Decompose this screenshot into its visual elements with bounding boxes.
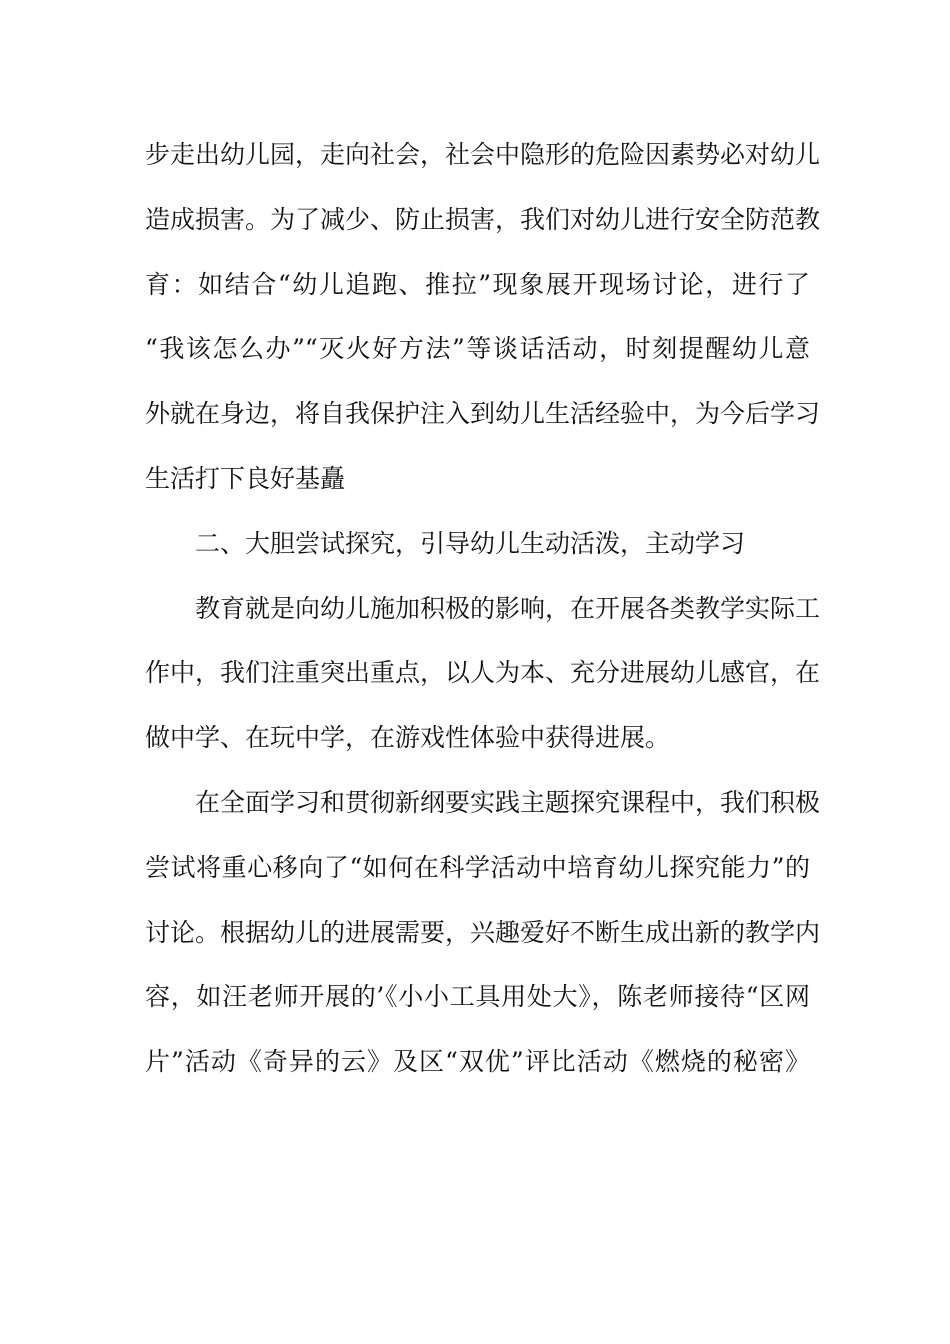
document-body	[145, 123, 821, 1095]
text-line: 片”活动《奇异的云》及区“双优”评比活动《燃烧的秘密》	[145, 1047, 810, 1077]
text-line: 生活打下良好基矗	[145, 463, 346, 493]
text-line: “我该怎么办”“灭火好方法”等谈话活动，时刻提醒幼儿意	[145, 334, 810, 364]
text-line: 育：如结合“幼儿追跑、推拉”现象展开现场讨论，进行了	[145, 269, 810, 299]
text-line: 讨论。根据幼儿的进展需要，兴趣爱好不断生成出新的教学内	[145, 917, 821, 947]
text-line: 尝试将重心移向了“如何在科学活动中培育幼儿探究能力”的	[145, 852, 810, 882]
text-line: 步走出幼儿园，走向社会，社会中隐形的危险因素势必对幼儿	[145, 140, 821, 169]
text-line: 教育就是向幼儿施加积极的影响，在开展各类教学实际工	[195, 593, 821, 623]
text-line: 容，如汪老师开展的’《小小工具用处大》，陈老师接待“区网	[145, 982, 810, 1012]
section-heading: 二、大胆尝试探究，引导幼儿生动活泼，主动学习	[195, 528, 746, 558]
text-line: 外就在身边，将自我保护注入到幼儿生活经验中，为今后学习	[145, 399, 821, 429]
text-line: 造成损害。为了减少、防止损害，我们对幼儿进行安全防范教	[145, 204, 821, 234]
text-line: 做中学、在玩中学，在游戏性体验中获得进展。	[145, 723, 671, 753]
text-line: 作中，我们注重突出重点，以人为本、充分进展幼儿感官，在	[145, 658, 821, 688]
text-line: 在全面学习和贯彻新纲要实践主题探究课程中，我们积极	[195, 787, 821, 817]
